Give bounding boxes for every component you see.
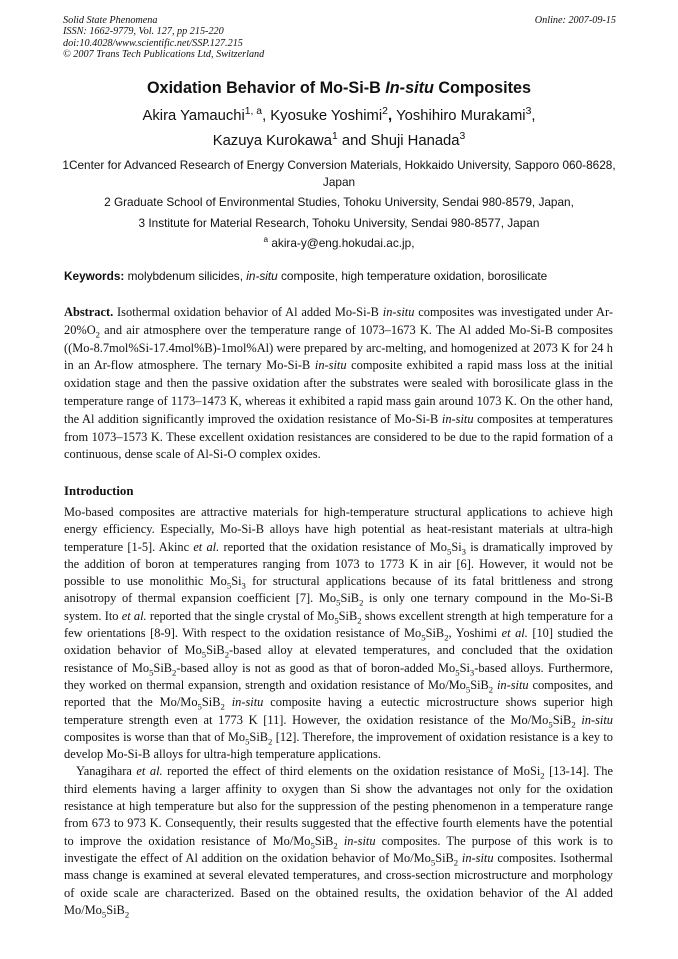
journal-doi: doi:10.4028/www.scientific.net/SSP.127.215: [63, 37, 243, 49]
author-line-2: Kazuya Kurokawa$^1$ and Shuji Hanada$^3$: [212, 131, 466, 149]
author-name: Kyosuke Yoshimi: [270, 108, 383, 124]
introduction-paragraph-1: Mo-based composites are attractive materials for high-temperature structural applications to achieve high energy efficiency. Especially, Mo-Si-B alloys have high potential as heat-resistant materials at ultra-high temperature [1-5]. Akinc et al. reported that the oxidation resistance of $Mo_5Si_3$ is dramatically improved by the addition of boron at temperatures ranging from 1073 to 1773 K in air [6]. However, it would not be possible to use monolithic $Mo_5Si_3$ for structural applications because of its fatal brittleness and strong anisotropy of thermal expansion coefficient [7]. $Mo_5SiB_2$ is only one ternary compound in the Mo-Si-B system. Ito et al. reported that the single crystal of $Mo_5SiB_2$ shows excellent strength at high temperature for a few orientations [8-9]. With respect to the oxidation resistance of $Mo_5SiB_2$, Yoshimi et al. [10] studied the oxidation behavior of $Mo_5SiB_2$-based alloy at elevated temperatures, and concluded that the oxidation resistance of $Mo_5SiB_2$-based alloy is not as good as that of boron-added $Mo_5Si_3$-based alloys. Furthermore, they worked on thermal expansion, strength and oxidation resistance of $Mo/Mo_5SiB_2$ in-situ composites, and reported that the $Mo/Mo_5SiB_2$ in-situ composite having a eutectic microstructure shows superior high temperature strength even at 1773 K [11]. However, the oxidation resistance of the $Mo/Mo_5SiB_2$ in-situ composites is worse than that of $Mo_5SiB_2$ [12]. Therefore, the improvement of oxidation resistance is a key to develop Mo-Si-B alloys for ultra-high temperature applications.: [64, 505, 614, 762]
online-date: Online: 2007-09-15: [534, 15, 616, 26]
journal-header: [63, 15, 264, 61]
keywords-label: Keywords:: [64, 269, 125, 283]
affiliation-2: 2 Graduate School of Environmental Studies, Tohoku University, Sendai 980-8579, Japan,: [104, 195, 574, 209]
keywords: Keywords: molybdenum silicides, in-situ composite, high temperature oxidation, borosilicate: [64, 269, 548, 283]
journal-issn: ISSN: 1662-9779, Vol. 127, pp 215-220: [63, 26, 224, 38]
author-line-1: Akira Yamauchi$^{1, a}$, Kyosuke Yoshimi$^2$, Yoshihiro Murakami$^3$,: [142, 106, 536, 124]
introduction-body: [64, 504, 613, 919]
author-name: Yoshihiro Murakami: [396, 108, 526, 124]
author-list: [0, 104, 678, 154]
author-email: $^a$ akira-y@eng.hokudai.ac.jp,: [263, 235, 415, 250]
author-name: Akira Yamauchi: [142, 108, 245, 124]
author-name: Kazuya Kurokawa: [212, 133, 332, 149]
abstract-label: Abstract.: [64, 305, 114, 319]
affiliation-1: 1Center for Advanced Research of Energy Conversion Materials, Hokkaido University, Sapporo 060-8628, Japan: [62, 158, 616, 189]
affiliation-3: 3 Institute for Material Research, Tohoku University, Sendai 980-8577, Japan: [138, 215, 540, 230]
affiliations: [60, 157, 618, 256]
journal-name: Solid State Phenomena: [63, 15, 158, 26]
introduction-paragraph-2: Yanagihara et al. reported the effect of third elements on the oxidation resistance of MoSi$_2$ [13-14]. The third elements having a larger affinity to oxygen than Si show the advantages not only for the oxidation resistance at high temperature but also for the suppression of the pesting phenomenon in a temperature range from 673 to 973 K. Consequently, their results suggested that the effective fourth elements have the potential to improve the oxidation resistance of $Mo/Mo_5SiB_2$ in-situ composites. The purpose of this work is to investigate the effect of Al addition on the oxidation behavior of $Mo/Mo_5SiB_2$ in-situ composites. Isothermal mass change is examined at several elevated temperatures, and cross-section microstructure and morphology of oxide scale are characterized. Based on the obtained results, the oxidation behavior of the Al added $Mo/Mo_5SiB_2$: [64, 764, 613, 920]
introduction-heading: Introduction: [64, 484, 134, 498]
abstract: Abstract. Isothermal oxidation behavior of Al added Mo-Si-B in-situ composites was investigated under $Ar-20\%O_2$ and air atmosphere over the temperature range of 1073–1673 K. The Al added Mo-Si-B composites ((Mo-8.7mol%Si-17.4mol%B)-1mol%Al) were prepared by arc-melting, and homogenized at 2073 K for 24 h in an Ar-flow atmosphere. The ternary Mo-Si-B in-situ composite exhibited a rapid mass loss at the initial oxidation stage and then the passive oxidation after the substrates were sealed with borosilicate glass in the temperature range of 1173–1473 K, whereas it exhibited a rapid mass gain around 1073 K. On the other hand, the Al addition significantly improved the oxidation resistance of Mo-Si-B in-situ composites at temperatures from 1073–1573 K. These excellent oxidation resistances are considered to be due to the rapid formation of a continuous, dense scale of Al-Si-O complex oxides.: [64, 305, 613, 462]
paper-title: Oxidation Behavior of Mo-Si-B In-situ Composites: [146, 79, 532, 97]
journal-copyright: © 2007 Trans Tech Publications Ltd, Switzerland: [63, 49, 265, 61]
author-name: Shuji Hanada: [370, 133, 460, 149]
